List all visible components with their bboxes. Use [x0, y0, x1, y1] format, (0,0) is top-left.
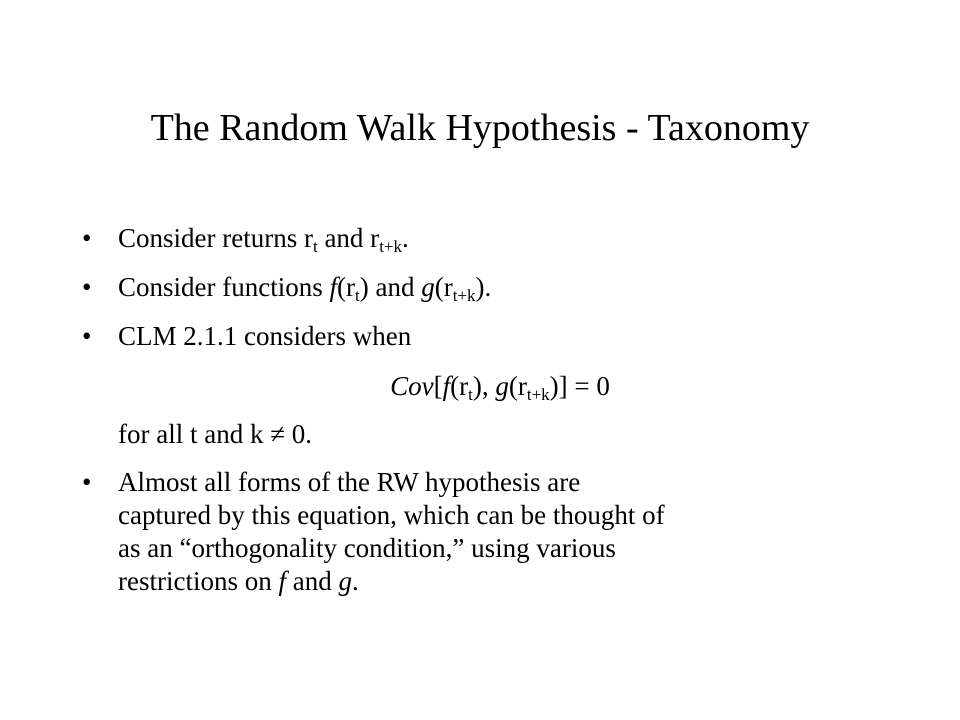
bullet-2-text: ) and	[359, 272, 422, 302]
equation-text: ),	[472, 371, 496, 401]
bullet-2-text: Consider functions	[118, 272, 330, 302]
equation-text: )] = 0	[549, 371, 610, 401]
equation-text: [	[433, 371, 443, 401]
equation-text: (r	[508, 371, 527, 401]
bullet-2-text: ).	[475, 272, 492, 302]
bullet-1-text: Consider returns r	[118, 223, 313, 253]
bullet-1	[118, 222, 409, 254]
bullet-4-text: and	[286, 566, 339, 596]
subscript: t+k	[452, 286, 476, 305]
covariance-equation	[0, 370, 960, 402]
function-f: f	[442, 371, 451, 401]
bullet-1-text: and r	[317, 223, 380, 253]
cov-operator: Cov	[390, 371, 434, 401]
slide-title: The Random Walk Hypothesis - Taxonomy	[150, 107, 810, 149]
equation-text: (r	[450, 371, 469, 401]
bullet-marker: •	[82, 223, 92, 253]
bullet-3: CLM 2.1.1 considers when	[118, 321, 412, 351]
function-g: g	[495, 371, 509, 401]
bullet-4-line-4	[118, 565, 359, 597]
subscript: t	[312, 237, 318, 256]
subscript: t+k	[379, 237, 402, 256]
condition-text: for all t and k ≠ 0.	[118, 419, 313, 449]
function-f: f	[278, 566, 286, 596]
subscript: t	[354, 286, 360, 305]
bullet-marker: •	[82, 321, 92, 351]
bullet-4-text: restrictions on	[118, 566, 279, 596]
subscript: t+k	[526, 385, 550, 404]
bullet-4-line-2: captured by this equation, which can be thought of	[118, 500, 665, 530]
bullet-4-text: .	[351, 566, 359, 596]
bullet-1-text: .	[402, 223, 409, 253]
bullet-4-line-1: Almost all forms of the RW hypothesis are	[118, 467, 581, 497]
subscript: t	[468, 385, 473, 404]
bullet-2-text: (r	[434, 272, 453, 302]
bullet-2-text: (r	[337, 272, 355, 302]
bullet-4-line-3: as an “orthogonality condition,” using various	[118, 533, 616, 563]
bullet-marker: •	[82, 467, 92, 497]
function-g: g	[421, 272, 435, 302]
function-f: f	[329, 272, 337, 302]
bullet-marker: •	[82, 272, 92, 302]
bullet-2	[118, 271, 491, 303]
function-g: g	[338, 566, 352, 596]
